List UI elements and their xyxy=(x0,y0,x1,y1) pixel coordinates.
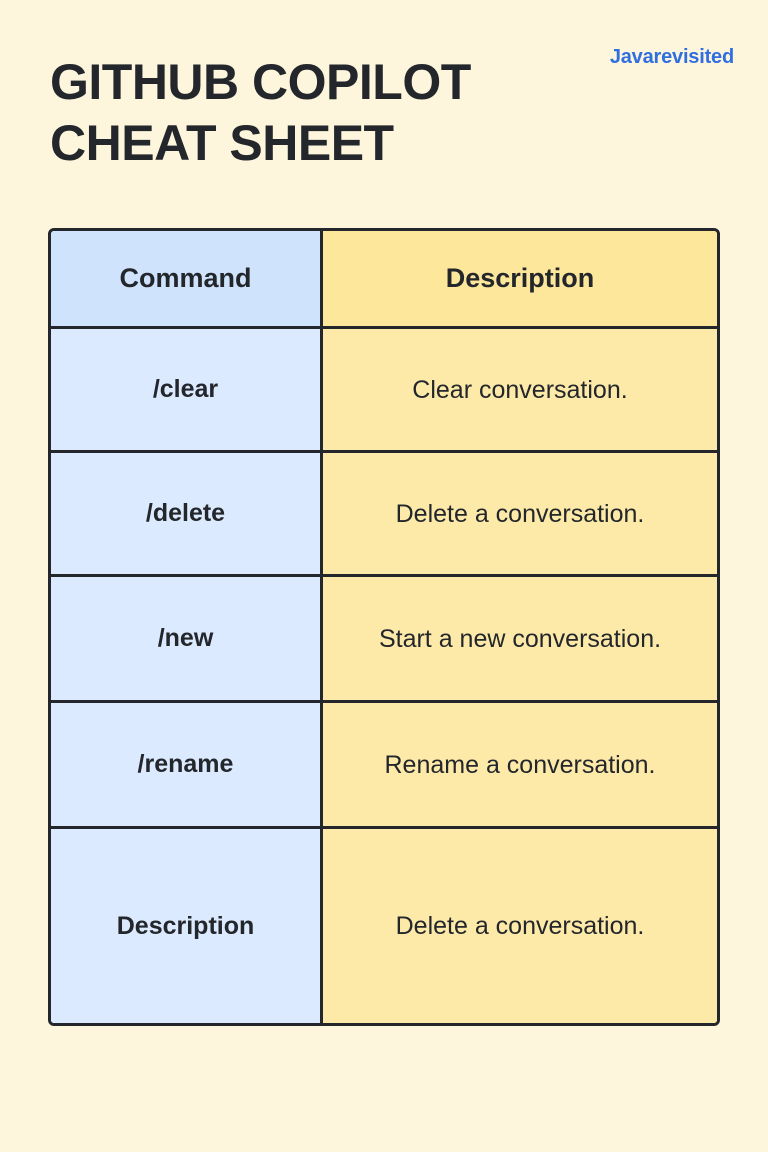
table-header-row xyxy=(51,231,717,329)
header-description: Description xyxy=(323,231,717,326)
row-description: Clear conversation. xyxy=(323,329,717,450)
row-command: Description xyxy=(51,829,323,1023)
table-row xyxy=(51,829,717,1023)
header-command: Command xyxy=(51,231,323,326)
commands-table xyxy=(48,228,720,1026)
row-command: /delete xyxy=(51,453,323,574)
row-description: Delete a conversation. xyxy=(323,453,717,574)
row-description: Delete a conversation. xyxy=(323,829,717,1023)
row-description: Rename a conversation. xyxy=(323,703,717,826)
table-row xyxy=(51,329,717,453)
row-command: /new xyxy=(51,577,323,700)
row-command: /rename xyxy=(51,703,323,826)
page-title: GITHUB COPILOT CHEAT SHEET xyxy=(50,54,471,171)
table-row xyxy=(51,703,717,829)
row-command: /clear xyxy=(51,329,323,450)
table-row xyxy=(51,453,717,577)
row-description: Start a new conversation. xyxy=(323,577,717,700)
brand-label: Javarevisited xyxy=(609,46,734,68)
table-row xyxy=(51,577,717,703)
